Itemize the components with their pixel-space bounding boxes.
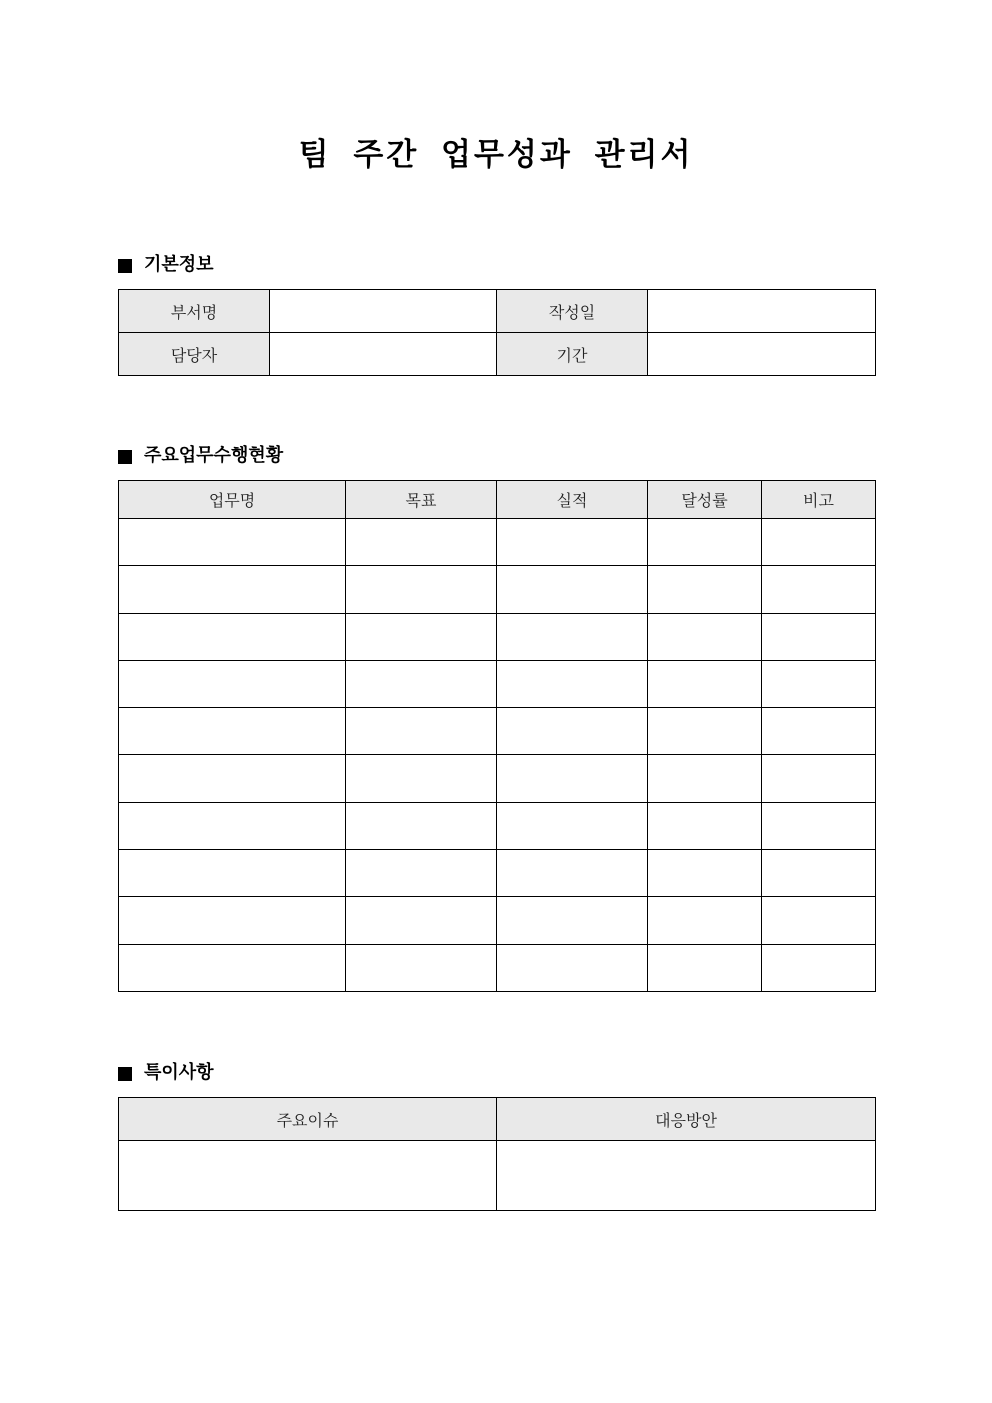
achievement-rate-cell[interactable] — [648, 897, 762, 944]
task-name-cell[interactable] — [119, 944, 346, 991]
manager-label: 담당자 — [119, 333, 270, 376]
achievement-rate-cell[interactable] — [648, 613, 762, 660]
table-row — [119, 613, 876, 660]
achievement-rate-cell[interactable] — [648, 850, 762, 897]
square-bullet-icon — [118, 450, 132, 464]
achievement-rate-cell[interactable] — [648, 944, 762, 991]
task-name-cell[interactable] — [119, 897, 346, 944]
remarks-cell[interactable] — [762, 613, 876, 660]
task-name-cell[interactable] — [119, 519, 346, 566]
remarks-cell[interactable] — [762, 519, 876, 566]
table-header-row — [119, 481, 876, 519]
remarks-cell[interactable] — [762, 708, 876, 755]
result-cell[interactable] — [497, 944, 648, 991]
section-heading-basic-info — [118, 253, 214, 277]
remarks-cell[interactable] — [762, 802, 876, 849]
section-heading-label: 기본정보 — [144, 254, 214, 275]
result-cell[interactable] — [497, 850, 648, 897]
response-plan-cell[interactable] — [497, 1141, 876, 1211]
target-cell[interactable] — [346, 566, 497, 613]
target-cell[interactable] — [346, 944, 497, 991]
task-name-cell[interactable] — [119, 613, 346, 660]
achievement-rate-cell[interactable] — [648, 519, 762, 566]
target-cell[interactable] — [346, 613, 497, 660]
department-label: 부서명 — [119, 290, 270, 333]
column-header-task-name: 업무명 — [119, 481, 346, 519]
target-cell[interactable] — [346, 519, 497, 566]
remarks-cell[interactable] — [762, 897, 876, 944]
table-row — [119, 802, 876, 849]
target-cell[interactable] — [346, 897, 497, 944]
column-header-remarks: 비고 — [762, 481, 876, 519]
document-title: 팀 주간 업무성과 관리서 — [298, 137, 694, 173]
remarks-cell[interactable] — [762, 944, 876, 991]
remarks-cell[interactable] — [762, 566, 876, 613]
table-row — [119, 708, 876, 755]
target-cell[interactable] — [346, 660, 497, 707]
task-name-cell[interactable] — [119, 708, 346, 755]
section-heading-label: 특이사항 — [144, 1062, 214, 1083]
result-cell[interactable] — [497, 897, 648, 944]
basic-info-table — [118, 289, 876, 376]
square-bullet-icon — [118, 259, 132, 273]
column-header-main-issue: 주요이슈 — [119, 1098, 497, 1141]
column-header-response-plan: 대응방안 — [497, 1098, 876, 1141]
achievement-rate-cell[interactable] — [648, 660, 762, 707]
result-cell[interactable] — [497, 519, 648, 566]
date-written-field[interactable] — [648, 290, 876, 333]
column-header-achievement-rate: 달성률 — [648, 481, 762, 519]
result-cell[interactable] — [497, 660, 648, 707]
result-cell[interactable] — [497, 802, 648, 849]
column-header-target: 목표 — [346, 481, 497, 519]
section-heading-tasks — [118, 444, 283, 468]
task-name-cell[interactable] — [119, 802, 346, 849]
target-cell[interactable] — [346, 755, 497, 802]
task-name-cell[interactable] — [119, 660, 346, 707]
achievement-rate-cell[interactable] — [648, 566, 762, 613]
achievement-rate-cell[interactable] — [648, 755, 762, 802]
tasks-table — [118, 480, 876, 992]
target-cell[interactable] — [346, 802, 497, 849]
manager-field[interactable] — [270, 333, 497, 376]
target-cell[interactable] — [346, 708, 497, 755]
department-field[interactable] — [270, 290, 497, 333]
notes-table — [118, 1097, 876, 1211]
date-written-label: 작성일 — [497, 290, 648, 333]
table-row — [119, 519, 876, 566]
task-name-cell[interactable] — [119, 850, 346, 897]
task-name-cell[interactable] — [119, 755, 346, 802]
result-cell[interactable] — [497, 755, 648, 802]
square-bullet-icon — [118, 1067, 132, 1081]
task-name-cell[interactable] — [119, 566, 346, 613]
table-row — [119, 1141, 876, 1211]
result-cell[interactable] — [497, 613, 648, 660]
target-cell[interactable] — [346, 850, 497, 897]
table-row — [119, 333, 876, 376]
table-row — [119, 944, 876, 991]
period-label: 기간 — [497, 333, 648, 376]
table-row — [119, 850, 876, 897]
table-row — [119, 897, 876, 944]
remarks-cell[interactable] — [762, 850, 876, 897]
table-row — [119, 755, 876, 802]
column-header-result: 실적 — [497, 481, 648, 519]
table-row — [119, 290, 876, 333]
section-heading-label: 주요업무수행현황 — [144, 445, 284, 466]
period-field[interactable] — [648, 333, 876, 376]
table-row — [119, 566, 876, 613]
achievement-rate-cell[interactable] — [648, 802, 762, 849]
achievement-rate-cell[interactable] — [648, 708, 762, 755]
main-issue-cell[interactable] — [119, 1141, 497, 1211]
result-cell[interactable] — [497, 708, 648, 755]
remarks-cell[interactable] — [762, 660, 876, 707]
table-header-row — [119, 1098, 876, 1141]
result-cell[interactable] — [497, 566, 648, 613]
section-heading-notes — [118, 1061, 214, 1085]
table-row — [119, 660, 876, 707]
remarks-cell[interactable] — [762, 755, 876, 802]
